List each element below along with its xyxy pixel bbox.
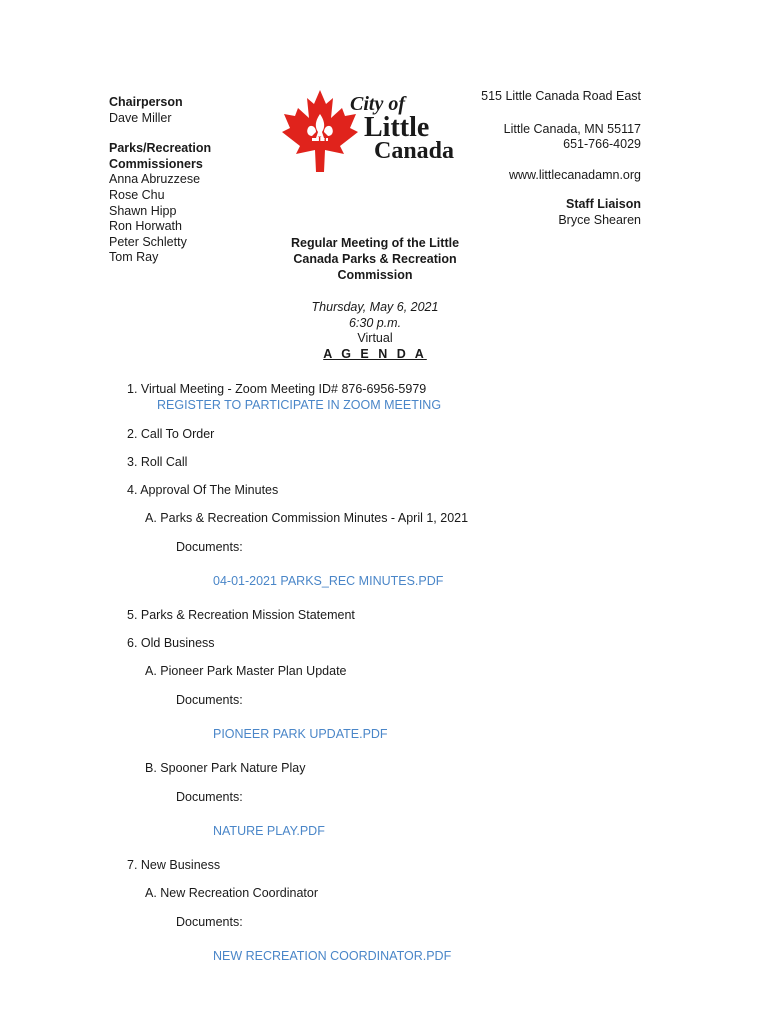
commissioner-name: Rose Chu (109, 187, 165, 202)
commissioners-label: Parks/Recreation (109, 141, 212, 156)
website: www.littlecanadamn.org (508, 167, 641, 182)
zoom-register-link[interactable]: REGISTER TO PARTICIPATE IN ZOOM MEETING (157, 398, 442, 412)
commissioners-label: Commissioners (109, 156, 203, 171)
meeting-time: 6:30 p.m. (348, 315, 402, 330)
chairperson-name: Dave Miller (109, 110, 172, 125)
meeting-date: Thursday, May 6, 2021 (311, 300, 439, 314)
commissioner-name: Shawn Hipp (109, 203, 177, 218)
svg-text:City of: City of (350, 93, 405, 115)
agenda-item-6: 6. Old Business (127, 636, 215, 650)
meeting-title-line: Regular Meeting of the Little (290, 236, 460, 250)
commissioner-name: Ron Horwath (109, 219, 182, 234)
address-line2: Little Canada, MN 55117 (503, 121, 641, 136)
commissioner-name: Tom Ray (109, 250, 159, 265)
agenda-item-7: 7. New Business (127, 858, 221, 872)
agenda-heading: A G E N D A (323, 346, 427, 361)
svg-text:LC: LC (318, 135, 331, 145)
agenda-item-6a: A. Pioneer Park Master Plan Update (145, 664, 347, 678)
agenda-item-7a: A. New Recreation Coordinator (145, 886, 318, 900)
commissioner-name: Peter Schletty (109, 234, 187, 249)
pioneer-park-pdf-link[interactable]: PIONEER PARK UPDATE.PDF (213, 727, 388, 741)
recreation-coordinator-pdf-link[interactable]: NEW RECREATION COORDINATOR.PDF (213, 949, 452, 963)
meeting-title-line: Commission (337, 268, 413, 282)
agenda-item-6b: B. Spooner Park Nature Play (145, 761, 306, 775)
chairperson-label: Chairperson (109, 95, 183, 109)
staff-liaison-label: Staff Liaison (565, 197, 641, 212)
address-line1: 515 Little Canada Road East (481, 89, 641, 103)
city-contact (430, 89, 641, 229)
svg-text:Little: Little (364, 112, 430, 143)
minutes-pdf-link[interactable]: 04-01-2021 PARKS_REC MINUTES.PDF (213, 574, 444, 588)
svg-text:Canada: Canada (374, 138, 455, 164)
agenda-item-3: 3. Roll Call (127, 455, 188, 469)
documents-label: Documents: (176, 790, 243, 804)
nature-play-pdf-link[interactable]: NATURE PLAY.PDF (213, 824, 325, 838)
meeting-details (270, 300, 480, 362)
commissioner-name: Anna Abruzzese (109, 172, 201, 187)
staff-liaison-name: Bryce Shearen (558, 212, 641, 227)
agenda-item-1: 1. Virtual Meeting - Zoom Meeting ID# 876-6956-5979 (127, 382, 427, 396)
documents-label: Documents: (176, 693, 243, 707)
phone: 651-766-4029 (563, 137, 641, 152)
agenda-item-4: 4. Approval Of The Minutes (127, 483, 279, 497)
meeting-title (270, 235, 480, 283)
agenda-item-4a: A. Parks & Recreation Commission Minutes - April 1, 2021 (145, 511, 469, 525)
documents-label: Documents: (176, 915, 243, 929)
meeting-location: Virtual (357, 331, 393, 346)
agenda-item-2: 2. Call To Order (127, 427, 215, 441)
agenda-item-5: 5. Parks & Recreation Mission Statement (127, 608, 355, 622)
meeting-title-line: Canada Parks & Recreation (293, 252, 457, 266)
documents-label: Documents: (176, 540, 243, 554)
